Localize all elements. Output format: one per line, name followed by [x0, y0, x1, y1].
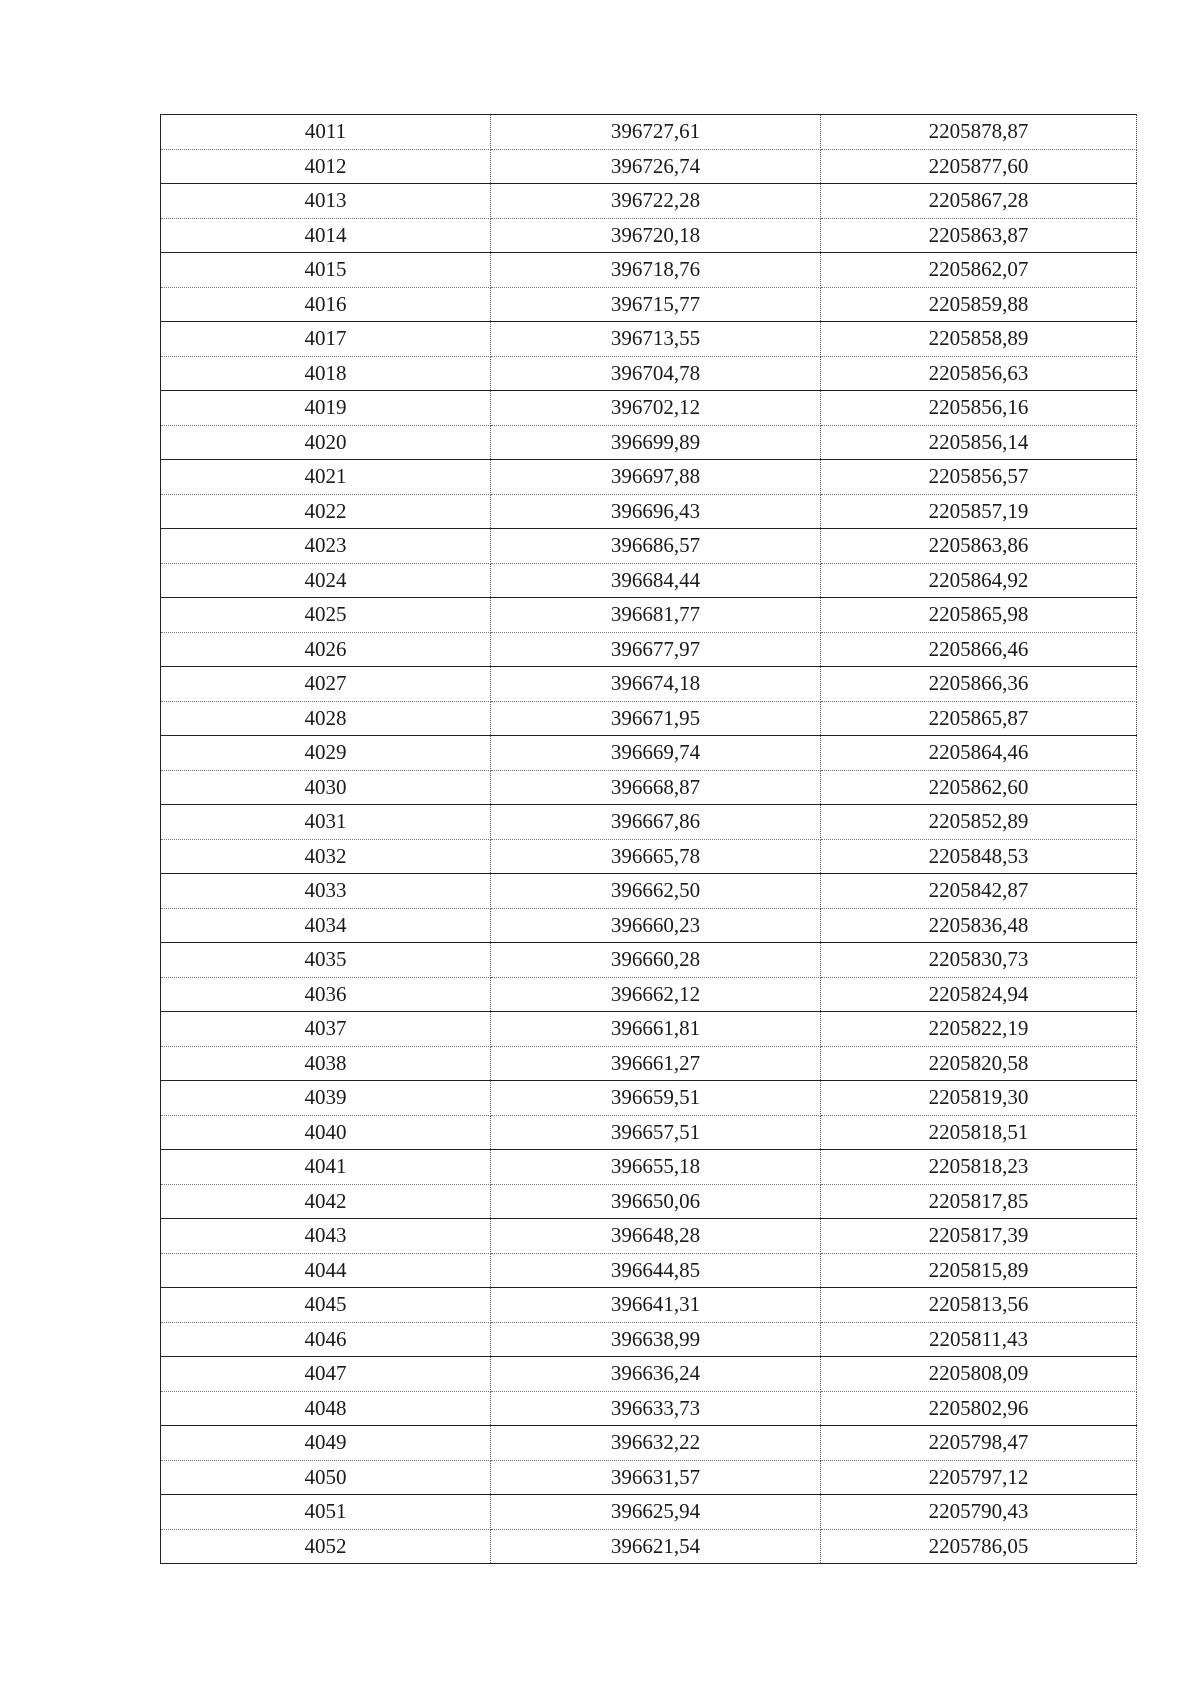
table-row: [161, 1391, 1137, 1426]
x-coordinate-cell: 396660,23: [491, 908, 821, 943]
y-coordinate-cell: 2205863,87: [821, 218, 1137, 253]
table-row: [161, 908, 1137, 943]
point-number-cell: 4027: [161, 667, 491, 702]
point-number-cell: 4040: [161, 1115, 491, 1150]
point-number-cell: 4021: [161, 460, 491, 495]
table-row: [161, 667, 1137, 702]
point-number-cell: 4046: [161, 1322, 491, 1357]
point-number-cell: 4014: [161, 218, 491, 253]
x-coordinate-cell: 396636,24: [491, 1357, 821, 1392]
table-row: [161, 1529, 1137, 1564]
point-number-cell: 4023: [161, 529, 491, 564]
x-coordinate-cell: 396720,18: [491, 218, 821, 253]
point-number-cell: 4032: [161, 839, 491, 874]
y-coordinate-cell: 2205877,60: [821, 149, 1137, 184]
x-coordinate-cell: 396631,57: [491, 1460, 821, 1495]
y-coordinate-cell: 2205864,92: [821, 563, 1137, 598]
table-row: [161, 287, 1137, 322]
x-coordinate-cell: 396715,77: [491, 287, 821, 322]
x-coordinate-cell: 396686,57: [491, 529, 821, 564]
table-row: [161, 977, 1137, 1012]
y-coordinate-cell: 2205808,09: [821, 1357, 1137, 1392]
point-number-cell: 4038: [161, 1046, 491, 1081]
x-coordinate-cell: 396727,61: [491, 115, 821, 150]
point-number-cell: 4045: [161, 1288, 491, 1323]
table-row: [161, 1460, 1137, 1495]
y-coordinate-cell: 2205852,89: [821, 805, 1137, 840]
point-number-cell: 4016: [161, 287, 491, 322]
x-coordinate-cell: 396665,78: [491, 839, 821, 874]
point-number-cell: 4036: [161, 977, 491, 1012]
y-coordinate-cell: 2205857,19: [821, 494, 1137, 529]
table-row: [161, 494, 1137, 529]
y-coordinate-cell: 2205856,16: [821, 391, 1137, 426]
x-coordinate-cell: 396660,28: [491, 943, 821, 978]
y-coordinate-cell: 2205790,43: [821, 1495, 1137, 1530]
table-row: [161, 770, 1137, 805]
table-row: [161, 529, 1137, 564]
point-number-cell: 4017: [161, 322, 491, 357]
point-number-cell: 4051: [161, 1495, 491, 1530]
point-number-cell: 4019: [161, 391, 491, 426]
table-row: [161, 943, 1137, 978]
y-coordinate-cell: 2205822,19: [821, 1012, 1137, 1047]
point-number-cell: 4052: [161, 1529, 491, 1564]
y-coordinate-cell: 2205797,12: [821, 1460, 1137, 1495]
point-number-cell: 4033: [161, 874, 491, 909]
table-row: [161, 874, 1137, 909]
point-number-cell: 4050: [161, 1460, 491, 1495]
point-number-cell: 4029: [161, 736, 491, 771]
point-number-cell: 4030: [161, 770, 491, 805]
y-coordinate-cell: 2205865,98: [821, 598, 1137, 633]
table-row: [161, 460, 1137, 495]
y-coordinate-cell: 2205830,73: [821, 943, 1137, 978]
y-coordinate-cell: 2205862,07: [821, 253, 1137, 288]
table-row: [161, 322, 1137, 357]
x-coordinate-cell: 396713,55: [491, 322, 821, 357]
point-number-cell: 4043: [161, 1219, 491, 1254]
x-coordinate-cell: 396638,99: [491, 1322, 821, 1357]
point-number-cell: 4049: [161, 1426, 491, 1461]
point-number-cell: 4041: [161, 1150, 491, 1185]
y-coordinate-cell: 2205856,57: [821, 460, 1137, 495]
x-coordinate-cell: 396681,77: [491, 598, 821, 633]
x-coordinate-cell: 396726,74: [491, 149, 821, 184]
point-number-cell: 4022: [161, 494, 491, 529]
y-coordinate-cell: 2205802,96: [821, 1391, 1137, 1426]
table-row: [161, 701, 1137, 736]
point-number-cell: 4026: [161, 632, 491, 667]
table-row: [161, 356, 1137, 391]
table-row: [161, 736, 1137, 771]
point-number-cell: 4034: [161, 908, 491, 943]
y-coordinate-cell: 2205813,56: [821, 1288, 1137, 1323]
coordinates-table-body: [161, 115, 1137, 1564]
point-number-cell: 4012: [161, 149, 491, 184]
x-coordinate-cell: 396632,22: [491, 1426, 821, 1461]
table-row: [161, 425, 1137, 460]
x-coordinate-cell: 396722,28: [491, 184, 821, 219]
table-row: [161, 391, 1137, 426]
y-coordinate-cell: 2205811,43: [821, 1322, 1137, 1357]
x-coordinate-cell: 396696,43: [491, 494, 821, 529]
table-row: [161, 598, 1137, 633]
x-coordinate-cell: 396718,76: [491, 253, 821, 288]
point-number-cell: 4031: [161, 805, 491, 840]
y-coordinate-cell: 2205848,53: [821, 839, 1137, 874]
table-row: [161, 839, 1137, 874]
table-row: [161, 1495, 1137, 1530]
y-coordinate-cell: 2205836,48: [821, 908, 1137, 943]
y-coordinate-cell: 2205798,47: [821, 1426, 1137, 1461]
table-row: [161, 218, 1137, 253]
table-row: [161, 563, 1137, 598]
point-number-cell: 4025: [161, 598, 491, 633]
x-coordinate-cell: 396667,86: [491, 805, 821, 840]
point-number-cell: 4020: [161, 425, 491, 460]
table-row: [161, 1357, 1137, 1392]
y-coordinate-cell: 2205866,46: [821, 632, 1137, 667]
y-coordinate-cell: 2205842,87: [821, 874, 1137, 909]
x-coordinate-cell: 396659,51: [491, 1081, 821, 1116]
y-coordinate-cell: 2205865,87: [821, 701, 1137, 736]
point-number-cell: 4018: [161, 356, 491, 391]
y-coordinate-cell: 2205863,86: [821, 529, 1137, 564]
x-coordinate-cell: 396702,12: [491, 391, 821, 426]
y-coordinate-cell: 2205817,85: [821, 1184, 1137, 1219]
table-row: [161, 149, 1137, 184]
point-number-cell: 4042: [161, 1184, 491, 1219]
table-row: [161, 1184, 1137, 1219]
y-coordinate-cell: 2205786,05: [821, 1529, 1137, 1564]
table-row: [161, 115, 1137, 150]
table-row: [161, 1046, 1137, 1081]
x-coordinate-cell: 396674,18: [491, 667, 821, 702]
x-coordinate-cell: 396625,94: [491, 1495, 821, 1530]
x-coordinate-cell: 396669,74: [491, 736, 821, 771]
coordinates-table: [160, 114, 1137, 1564]
table-row: [161, 1150, 1137, 1185]
y-coordinate-cell: 2205820,58: [821, 1046, 1137, 1081]
x-coordinate-cell: 396699,89: [491, 425, 821, 460]
table-row: [161, 1426, 1137, 1461]
point-number-cell: 4035: [161, 943, 491, 978]
y-coordinate-cell: 2205856,63: [821, 356, 1137, 391]
table-row: [161, 805, 1137, 840]
x-coordinate-cell: 396661,81: [491, 1012, 821, 1047]
x-coordinate-cell: 396661,27: [491, 1046, 821, 1081]
table-row: [161, 1253, 1137, 1288]
point-number-cell: 4013: [161, 184, 491, 219]
point-number-cell: 4024: [161, 563, 491, 598]
table-row: [161, 184, 1137, 219]
y-coordinate-cell: 2205818,51: [821, 1115, 1137, 1150]
table-row: [161, 1115, 1137, 1150]
x-coordinate-cell: 396650,06: [491, 1184, 821, 1219]
x-coordinate-cell: 396655,18: [491, 1150, 821, 1185]
y-coordinate-cell: 2205856,14: [821, 425, 1137, 460]
y-coordinate-cell: 2205858,89: [821, 322, 1137, 357]
table-row: [161, 1322, 1137, 1357]
x-coordinate-cell: 396621,54: [491, 1529, 821, 1564]
point-number-cell: 4044: [161, 1253, 491, 1288]
point-number-cell: 4011: [161, 115, 491, 150]
x-coordinate-cell: 396662,50: [491, 874, 821, 909]
x-coordinate-cell: 396662,12: [491, 977, 821, 1012]
point-number-cell: 4048: [161, 1391, 491, 1426]
x-coordinate-cell: 396633,73: [491, 1391, 821, 1426]
y-coordinate-cell: 2205864,46: [821, 736, 1137, 771]
x-coordinate-cell: 396704,78: [491, 356, 821, 391]
x-coordinate-cell: 396648,28: [491, 1219, 821, 1254]
y-coordinate-cell: 2205862,60: [821, 770, 1137, 805]
point-number-cell: 4028: [161, 701, 491, 736]
x-coordinate-cell: 396677,97: [491, 632, 821, 667]
point-number-cell: 4039: [161, 1081, 491, 1116]
y-coordinate-cell: 2205824,94: [821, 977, 1137, 1012]
table-row: [161, 253, 1137, 288]
y-coordinate-cell: 2205859,88: [821, 287, 1137, 322]
y-coordinate-cell: 2205819,30: [821, 1081, 1137, 1116]
table-row: [161, 632, 1137, 667]
y-coordinate-cell: 2205815,89: [821, 1253, 1137, 1288]
table-row: [161, 1081, 1137, 1116]
table-row: [161, 1219, 1137, 1254]
y-coordinate-cell: 2205867,28: [821, 184, 1137, 219]
x-coordinate-cell: 396641,31: [491, 1288, 821, 1323]
y-coordinate-cell: 2205817,39: [821, 1219, 1137, 1254]
point-number-cell: 4015: [161, 253, 491, 288]
x-coordinate-cell: 396657,51: [491, 1115, 821, 1150]
x-coordinate-cell: 396644,85: [491, 1253, 821, 1288]
point-number-cell: 4047: [161, 1357, 491, 1392]
x-coordinate-cell: 396671,95: [491, 701, 821, 736]
y-coordinate-cell: 2205818,23: [821, 1150, 1137, 1185]
table-row: [161, 1288, 1137, 1323]
x-coordinate-cell: 396697,88: [491, 460, 821, 495]
table-row: [161, 1012, 1137, 1047]
y-coordinate-cell: 2205866,36: [821, 667, 1137, 702]
y-coordinate-cell: 2205878,87: [821, 115, 1137, 150]
point-number-cell: 4037: [161, 1012, 491, 1047]
x-coordinate-cell: 396668,87: [491, 770, 821, 805]
x-coordinate-cell: 396684,44: [491, 563, 821, 598]
